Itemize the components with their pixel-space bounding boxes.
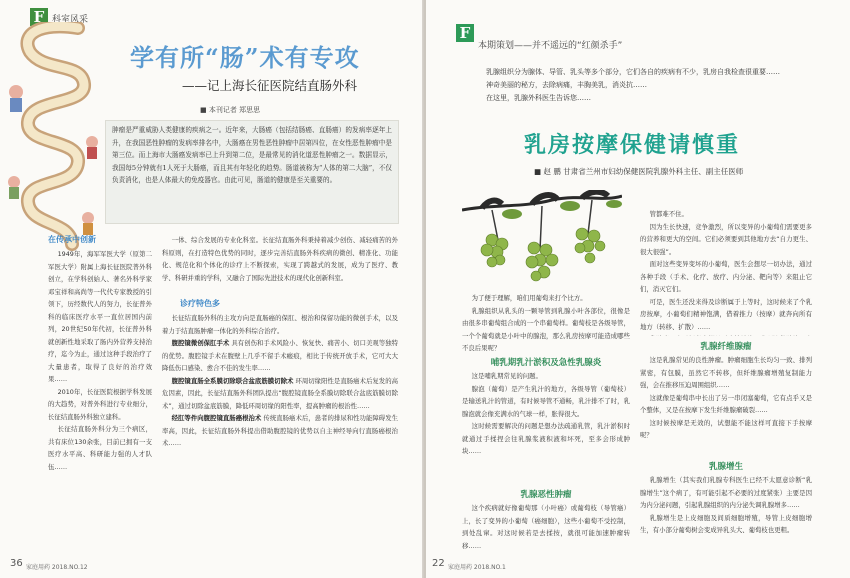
paragraph: 管都难不住。 [649,210,688,218]
bold-heading: 腹腔镜直肠全系膜切除联合盆底筋膜切除术 [171,376,294,385]
paragraph: 这是乳腺常见的良性肿瘤。肿瘤细胞生长均匀一致、排列紧密，有包膜，虽然它不转移，但纤维腺瘤增殖复制能力强，会在推移压迫周围组织…… [640,356,812,389]
page-number: 22 [432,558,445,569]
paragraph: 面对这些变异变坏的小葡萄，医生会想尽一切办法，通过各种手段（手术、化疗、放疗、内分泌、靶向等）来阻止它们，消灭它们。 [640,260,812,293]
heading-mastitis: 哺乳期乳汁淤积及急性乳腺炎 [490,358,602,368]
paragraph: 长征结直肠外科的主攻方向是直肠癌的保肛、根治和保留功能的微创手术，以及着力于结直肠肿瘤一体化的外科综合治疗。 [162,314,398,335]
intro-column-text [162,234,398,296]
paragraph: 可是，医生还没来得及诊断属于上等时，这时候来了个乳房按摩，小葡萄们精神饱满，借着推力（按摩）就奔向所有地方（转移、扩散）…… [640,297,812,331]
intro-text: 肿瘤是严重威胁人类健康的疾病之一。近年来，大肠癌（包括结肠癌、直肠癌）的发病率逐年上升，在我国恶性肿瘤的发病率排名中，大肠癌在男性恶性肿瘤中居第四位，在女性恶性肿瘤中是第三位。而上海市大肠癌发病率已上升到第二位，是最常见的消化道恶性肿瘤之一。数据显示，我国每5分钟就有1人死于大肠癌，而且其有年轻化的趋势。肠道被称为“人体的第二大脑”，不仅负责消化，也是人体最大的免疫器官。由此可见，肠道的健康是至关重要的。 [112,126,392,184]
column-tag: 科室风采 [52,15,89,25]
paragraph: 乳腺增生是上皮细胞及间质细胞增殖，导管上皮细胞增生，有小部分葡萄树会变成异乳头大、葡萄枝也更粗。 [640,513,812,534]
paragraph: 这个疾病就好像葡萄那（小叶癌）或葡萄枝（导管癌）上，长了变异的小葡萄（癌细胞），这些小葡萄不受控制，到处乱窜。对这时候若是去揉按，就很可能加速肿瘤转移…… [462,504,630,550]
bold-heading: 腹腔镜微创保肛手术 [171,339,230,347]
paragraph: 这是哺乳期常见的问题。 [471,372,542,380]
column-tag-icon: F [30,8,48,26]
paragraph: 腺泡（葡萄）是产生乳汁的地方，各级导管（葡萄枝）是输送乳汁的管道，有时候导管不通畅，乳汁排不了时，乳腺泡就会像充满水的气球一样，胀得很大。 [462,384,630,418]
paragraph: 具有创伤和手术风险小、恢复快、痛苦小、切口美观等独特的优势。腹腔镜手术在腹壁上几乎不留手术瘢痕，相比于传统开放手术，它可大大降低伤口感染、愈合不佳的发生率…… [162,339,398,372]
paragraph: 传统直肠癌术后，患者的排尿和性功能障碍发生率高，因此，长征结直肠外科提出借助腹腔镜的优势以自主神经导向行直肠癌根治术…… [162,414,398,447]
hyperplasia-text [640,474,812,554]
paragraph: 长征结直肠外科分为三个病区，共有床位130余张，目前已拥有一支医疗水平高、科研能力强的人才队伍…… [48,425,152,471]
column-tag-icon: F [456,24,474,42]
grape-illustration [462,190,622,290]
article-subtitle: ——记上海长征医院结直肠外科 [182,78,358,93]
section-heading-innovation: 在传承中创新 [48,235,96,244]
heading-malignant: 乳腺恶性肿瘤 [520,490,572,500]
paragraph: 这时候需要解决的问题是想办法疏通乳管，乳汁淤积时就通过手揉捏会往乳腺浆液积液和坏死，至多会形成肿块…… [462,422,630,455]
paragraph: 一体、综合发展的专业化科室。长征结直肠外科秉持着减少创伤、减轻痛苦的外科原则，在打造特色优势的同时，逐步完善结直肠外科疾病的微创、精准化、功能化、规范化和个体化的诊疗上不断探索，实现了跨越式的发展，成为了医疗、教学、科研并重的学科，又融合了国际先进技术的现代化创新科室。 [162,236,398,282]
byline: ■ 赵 鹏 甘肃省兰州市妇幼保健医院乳腺外科主任、副主任医师 [534,167,744,176]
malignant-text [462,502,630,554]
byline: ■ 本刊记者 郑思思 [200,106,261,114]
features-column-text [162,312,398,560]
paragraph: 环周切缘阳性是直肠癌术后复发的高危因素，因此，长征结直肠外科团队提出“腹腔镜直肠全系膜切除联合盆底筋膜切除术”，通过切除盆底筋膜，降低环周切缘的阳性率，提高肿瘤的根治性…… [162,376,398,410]
section-heading-features: 诊疗特色多 [180,299,220,308]
left-column-intro [462,292,630,352]
footer: 家庭用药 2018.NO.1 [448,564,506,571]
left-column-text [48,248,152,560]
paragraph: 2010年，长征医院根据学科发展的大趋势，对普外科进行专业细分，长征结直肠外科独立建科。 [48,387,152,421]
paragraph: 因为生长快速，竞争激烈，所以变异的小葡萄们需要更多的营养和更大的空间。它们必须要到其他地方去“自力更生、很大很强”。 [640,222,812,256]
left-page [0,0,424,578]
fibroadenoma-text [640,354,812,458]
paragraph: 乳腺增生（其实我们乳腺专科医生已经不太愿意诊断“乳腺增生”这个病了，有可能引起不必要的过度紧张）主要是因为内分泌问题，引起乳腺组织的内分泌失调乳腺增多…… [640,476,812,509]
paragraph: 乳腺组织从乳头的一颗导管到乳腺小叶各部位，很像是由很多串葡萄组合成的一个串葡萄样。葡萄枝是各级导管，一个个葡萄就是小叶中的腺泡，那么乳房按摩可能造成哪些不良后果呢？ [462,306,630,352]
paragraph: 1949年，海军军医大学（原第二军医大学）附属上海长征医院普外科创立，在学科创始人、著名外科学家邓宝祥和高尚等一代代专家教授的引领下，历经数代人的努力，长征普外科的临床医疗水平一直位居国内前列，20世纪50年代初，长征普外科就创新性地采取了肠内外营养支持治疗，迄今为止，通过这种手段治疗了大量患者，取得了良好的治疗效果…… [48,250,152,383]
paragraph [640,333,812,336]
article-title: 学有所“肠”术有专攻 [130,43,360,72]
intro-text [486,66,786,124]
page-number: 36 [10,558,23,569]
heading-fibroadenoma: 乳腺纤维腺瘤 [700,342,752,352]
paragraph: 这时候按摩是无效的，试想能不能这样可直接下手按摩呢？ [640,418,812,439]
right-page [426,0,850,578]
column-tag: 本期策划——并不遥远的“红颜杀手” [478,41,623,51]
mastitis-text [462,370,630,484]
intro-line: 神奇美丽的秘方，去除病痛，丰胸美乳，消炎抗…… [486,81,647,89]
paragraph: 为了便于理解，咱们用葡萄来打个比方。 [471,294,587,302]
intro-line: 乳腺组织分为腺体、导管、乳头等多个部分，它们各自的疾病有不少，乳房自我检查很重要…… [486,68,780,76]
right-column-text [640,208,812,336]
footer: 家庭用药 2018.NO.12 [26,564,88,571]
paragraph: 这就像是葡萄串中长出了另一串闭塞葡萄，它有点乎又是个整体，又是在按摩下发生纤维腺瘤破裂…… [640,393,812,414]
heading-hyperplasia: 乳腺增生 [708,462,743,472]
intro-line: 在这里，乳腺外科医生告诉您…… [486,94,591,102]
article-title: 乳房按摩保健请慎重 [524,132,741,158]
intestine-illustration [0,22,104,252]
bold-heading: 经肛等件向腹腔镜直肠癌根治术 [171,414,262,422]
